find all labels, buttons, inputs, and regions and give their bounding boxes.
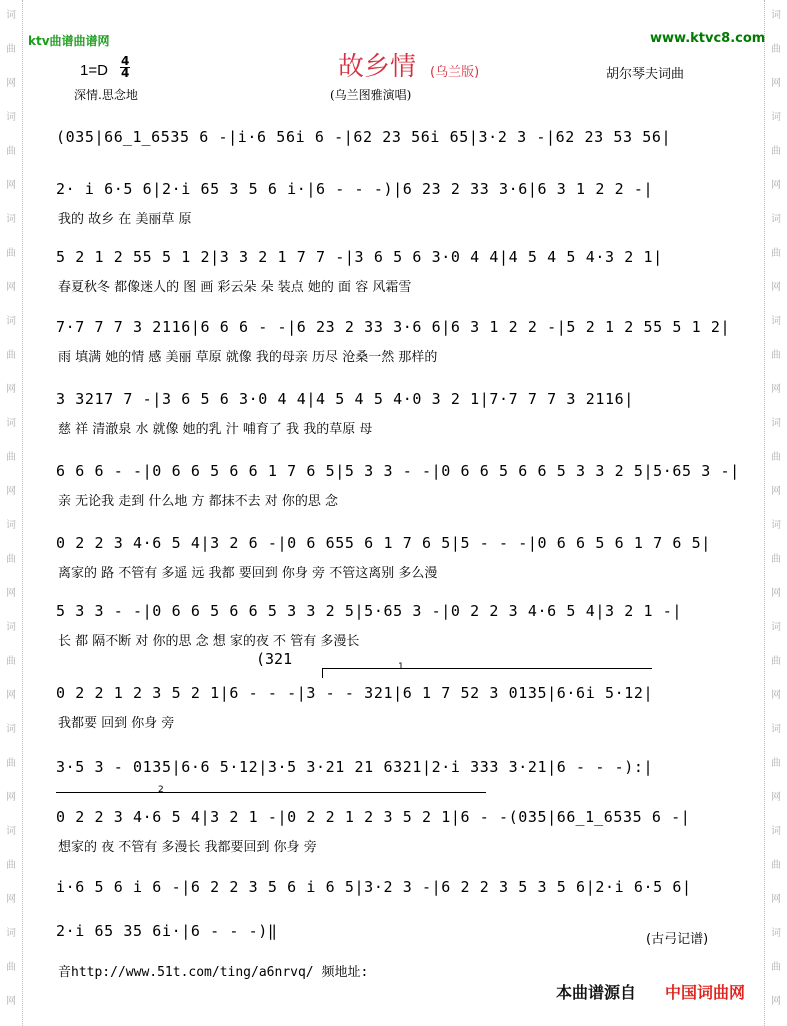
watermark-char: 网 (6, 486, 16, 497)
time-signature-bottom: 4 (121, 66, 130, 80)
volta-2-label: 2 (158, 785, 164, 795)
volta-2-bracket (56, 792, 486, 793)
right-watermark-column (764, 0, 787, 1026)
notation-row: 5 2 1 2 55 5 1 2|3 3 2 1 7 7 -|3 6 5 6 3·0 4 4|4 5 4 5 4·3 2 1| (56, 248, 663, 266)
song-version: (乌兰版) (430, 65, 480, 80)
lyrics-row: 想家的 夜 不管有 多漫长 我都要回到 你身 旁 (58, 840, 317, 855)
lyrics-row: 亲 无论我 走到 什么地 方 都抹不去 对 你的思 念 (58, 494, 339, 509)
watermark-char: 网 (771, 792, 781, 803)
watermark-char: 网 (771, 894, 781, 905)
source-site-name[interactable]: 中国词曲网 (665, 983, 746, 1002)
expression-mark: 深情.思念地 (74, 88, 138, 102)
watermark-char: 曲 (771, 554, 781, 565)
watermark-char: 网 (771, 282, 781, 293)
time-signature-top: 4 (121, 54, 130, 68)
audio-url[interactable]: 音http://www.51t.com/ting/a6nrvq/ 频地址: (58, 965, 369, 980)
watermark-char: 曲 (6, 860, 16, 871)
watermark-char: 词 (771, 214, 781, 225)
watermark-char: 曲 (771, 860, 781, 871)
watermark-char: 网 (771, 180, 781, 191)
watermark-char: 曲 (771, 350, 781, 361)
notation-row: 3 3217 7 -|3 6 5 6 3·0 4 4|4 5 4 5 4·0 3 2 1|7·7 7 7 3 2116| (56, 390, 634, 408)
performer: (乌兰图雅演唱) (330, 88, 412, 102)
watermark-char: 网 (6, 282, 16, 293)
watermark-char: 词 (771, 724, 781, 735)
pickup-notes: (321 (256, 650, 293, 668)
site-name-left[interactable]: ktv曲谱曲谱网 (28, 34, 110, 48)
watermark-char: 曲 (771, 146, 781, 157)
site-url-right[interactable]: www.ktvc8.com (650, 31, 766, 46)
notation-row: i·6 5 6 i 6 -|6 2 2 3 5 6 i 6 5|3·2 3 -|6 2 2 3 5 3 5 6|2·i 6·5 6| (56, 878, 692, 896)
time-signature (120, 56, 130, 79)
volta-1-bracket (322, 668, 652, 669)
watermark-char: 曲 (6, 554, 16, 565)
watermark-char: 词 (6, 112, 16, 123)
notation-row: 2· i 6·5 6|2·i 65 3 5 6 i·|6 - - -)|6 23 2 33 3·6|6 3 1 2 2 -| (56, 180, 654, 198)
watermark-char: 曲 (771, 656, 781, 667)
notation-row: 0 2 2 1 2 3 5 2 1|6 - - -|3 - - 321|6 1 7 52 3 0135|6·6i 5·12| (56, 684, 654, 702)
lyrics-row: 离家的 路 不管有 多遥 远 我都 要回到 你身 旁 不管这离别 多么漫 (58, 566, 438, 581)
watermark-char: 曲 (6, 44, 16, 55)
watermark-char: 词 (6, 622, 16, 633)
notation-row: 7·7 7 7 3 2116|6 6 6 - -|6 23 2 33 3·6 6|6 3 1 2 2 -|5 2 1 2 55 5 1 2| (56, 318, 731, 336)
watermark-char: 网 (6, 78, 16, 89)
watermark-char: 词 (771, 10, 781, 21)
watermark-char: 网 (771, 588, 781, 599)
watermark-char: 网 (771, 384, 781, 395)
key-signature: 1=D (80, 62, 108, 79)
composer-credits: 胡尔琴夫词曲 (606, 67, 685, 82)
watermark-char: 曲 (771, 44, 781, 55)
watermark-char: 网 (771, 78, 781, 89)
notation-row: 0 2 2 3 4·6 5 4|3 2 1 -|0 2 2 1 2 3 5 2 1|6 - -(035|66̲1̲6535 6 -| (56, 808, 691, 826)
notation-row: 3·5 3 - 0135|6·6 5·12|3·5 3·21 21 6321|2·i 333 3·21|6 - - -):| (56, 758, 654, 776)
notation-row: 2·i 65 35 6i·|6 - - -)‖ (56, 922, 278, 940)
watermark-char: 网 (6, 792, 16, 803)
watermark-char: 词 (771, 418, 781, 429)
lyrics-row: 春夏秋冬 都像迷人的 图 画 彩云朵 朵 装点 她的 面 容 风霜雪 (58, 280, 412, 295)
watermark-char: 曲 (771, 248, 781, 259)
transcriber: (古弓记谱) (646, 932, 709, 947)
lyrics-row: 雨 填满 她的情 感 美丽 草原 就像 我的母亲 历尽 沧桑一然 那样的 (58, 350, 438, 365)
volta-1-bracket-start (322, 668, 323, 678)
watermark-char: 词 (771, 622, 781, 633)
source-label: 本曲谱源自 (556, 983, 637, 1002)
watermark-char: 词 (771, 520, 781, 531)
watermark-char: 词 (6, 10, 16, 21)
watermark-char: 网 (771, 996, 781, 1007)
watermark-char: 曲 (6, 452, 16, 463)
lyrics-row: 慈 祥 清澈泉 水 就像 她的乳 汁 哺育了 我 我的草原 母 (58, 422, 373, 437)
watermark-char: 词 (6, 724, 16, 735)
watermark-char: 网 (6, 894, 16, 905)
watermark-char: 词 (6, 520, 16, 531)
watermark-char: 词 (771, 928, 781, 939)
notation-row: (035|66̲1̲6535 6 -|i·6 56i 6 -|62 23 56i 65|3·2 3 -|62 23 53 56| (56, 128, 672, 146)
watermark-char: 曲 (6, 248, 16, 259)
watermark-char: 曲 (771, 452, 781, 463)
notation-row: 0 2 2 3 4·6 5 4|3 2 6 -|0 6 655 6 1 7 6 5|5 - - -|0 6 6 5 6 1 7 6 5| (56, 534, 711, 552)
watermark-char: 词 (6, 418, 16, 429)
notation-row: 6 6 6 - -|0 6 6 5 6 6 1 7 6 5|5 3 3 - -|0 6 6 5 6 6 5 3 3 2 5|5·65 3 -| (56, 462, 740, 480)
watermark-char: 网 (6, 180, 16, 191)
watermark-char: 词 (771, 316, 781, 327)
watermark-char: 曲 (6, 656, 16, 667)
watermark-char: 词 (6, 928, 16, 939)
watermark-char: 曲 (771, 758, 781, 769)
song-title: 故乡情 (338, 52, 417, 82)
watermark-char: 曲 (6, 350, 16, 361)
watermark-char: 词 (771, 112, 781, 123)
lyrics-row: 我都要 回到 你身 旁 (58, 716, 175, 731)
watermark-char: 网 (771, 486, 781, 497)
watermark-char: 词 (6, 826, 16, 837)
watermark-char: 网 (6, 384, 16, 395)
watermark-char: 曲 (771, 962, 781, 973)
watermark-char: 曲 (6, 758, 16, 769)
watermark-char: 网 (6, 690, 16, 701)
watermark-char: 曲 (6, 962, 16, 973)
notation-row: 5 3 3 - -|0 6 6 5 6 6 5 3 3 2 5|5·65 3 -|0 2 2 3 4·6 5 4|3 2 1 -| (56, 602, 682, 620)
watermark-char: 网 (771, 690, 781, 701)
left-watermark-column (0, 0, 23, 1026)
volta-1-label: 1 (398, 662, 404, 672)
watermark-char: 网 (6, 588, 16, 599)
lyrics-row: 长 都 隔不断 对 你的思 念 想 家的夜 不 管有 多漫长 (58, 634, 360, 649)
watermark-char: 词 (771, 826, 781, 837)
watermark-char: 网 (6, 996, 16, 1007)
watermark-char: 词 (6, 316, 16, 327)
lyrics-row: 我的 故乡 在 美丽草 原 (58, 212, 192, 227)
watermark-char: 词 (6, 214, 16, 225)
watermark-char: 曲 (6, 146, 16, 157)
